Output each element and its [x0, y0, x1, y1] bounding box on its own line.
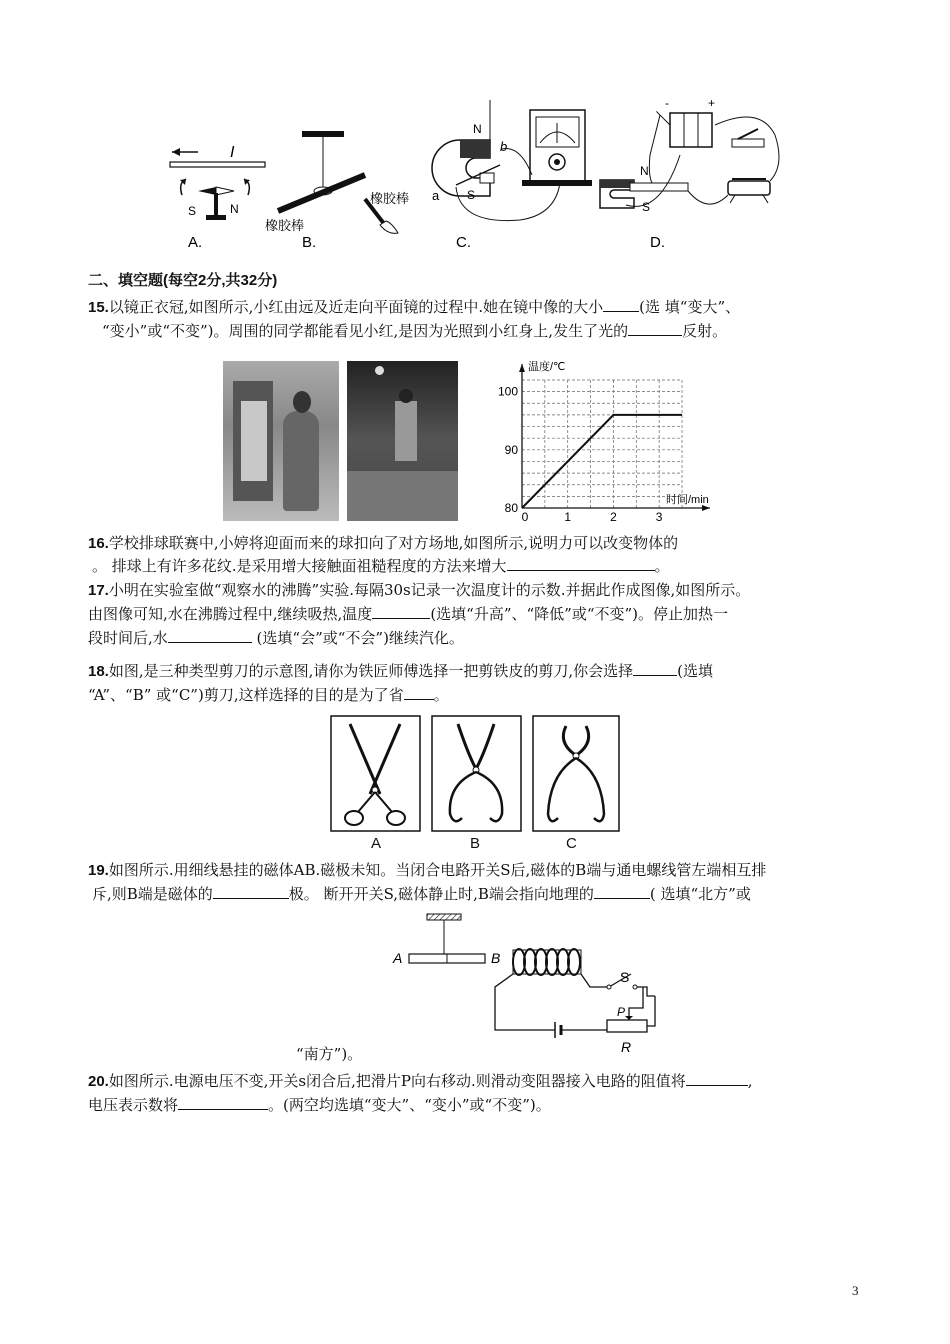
q20-blank-1[interactable]	[686, 1070, 748, 1086]
x-tick-label: 1	[564, 510, 572, 521]
q17-blank-1[interactable]	[372, 603, 430, 619]
solenoid-coil	[513, 949, 581, 975]
question-18-line-1	[88, 660, 868, 683]
rubber-rod-label-right: 橡胶棒	[370, 191, 410, 206]
x-tick-label: 2	[610, 510, 617, 521]
q15-text-1b: (选 填“变大”、	[639, 298, 741, 316]
rheostat-r-label: R	[621, 1039, 632, 1052]
top-figures	[160, 95, 800, 255]
scissors-c	[533, 716, 619, 831]
question-17-line-2	[88, 603, 868, 626]
scissors-label-c: C	[566, 835, 577, 852]
question-19-number: 19.	[88, 862, 109, 879]
y-axis-label: 温度/℃	[528, 361, 566, 373]
n-pole: N	[230, 202, 239, 216]
scissors-figure	[330, 714, 620, 854]
question-20-line-1	[88, 1070, 868, 1093]
boiling-chart	[490, 356, 730, 521]
scissors-b	[432, 716, 521, 831]
figure-label-b: B.	[302, 234, 317, 251]
magnet-d-s: S	[642, 200, 651, 214]
q19-text-1: 如图所示.用细线悬挂的磁体AB.磁极未知。当闭合电路开关S后,磁体的B端与通电螺线管左端相互排	[108, 861, 767, 879]
magnet-a-label: A	[393, 950, 403, 966]
q18-text-2a: “A”、“B” 或“C”)剪刀,这样选择的目的是为了省	[88, 686, 404, 704]
q17-text-1: 小明在实验室做“观察水的沸腾”实验.每隔30s记录一次温度计的示数.并据此作成图像,如图所示。	[108, 581, 751, 599]
battery-minus: -	[665, 96, 669, 110]
page-number: 3	[852, 1283, 859, 1298]
q16-text-1: 学校排球联赛中,小婷将迎面而来的球扣向了对方场地,如图所示,说明力可以改变物体的	[108, 534, 679, 552]
slider-p-label: P	[617, 1005, 626, 1019]
x-tick-label: 3	[655, 510, 663, 521]
q17-text-3b: (选填“会”或“不会”)继续汽化。	[251, 629, 464, 647]
q18-text-2b: 。	[433, 686, 449, 704]
q17-text-2b: (选填“升高”、“降低”或“不变”)。停止加热一	[430, 605, 729, 623]
point-b: b	[500, 139, 508, 154]
q17-text-2a: 由图像可知,水在沸腾过程中,继续吸热,温度	[88, 605, 373, 623]
q15-text-2: “变小”或“不变”)。周围的同学都能看见小红,是因为光照到小红身上,发生了光的	[102, 322, 629, 340]
question-16-line-2	[92, 555, 872, 578]
figure-label-c: C.	[456, 234, 471, 251]
question-15-line-2	[102, 320, 882, 343]
q20-text-2b: 。(两空均选填“变大”、“变小”或“不变”)。	[268, 1096, 551, 1114]
q20-text-1b: ,	[747, 1072, 753, 1090]
question-19-line-2	[92, 883, 872, 906]
q15-blank-2[interactable]	[628, 320, 682, 336]
question-17-line-3	[88, 627, 868, 650]
question-15-number: 15.	[88, 299, 109, 316]
scissors-a	[331, 716, 420, 831]
y-tick-label: 100	[497, 384, 518, 399]
q19-blank-1[interactable]	[213, 883, 289, 899]
q18-text-1a: 如图,是三种类型剪刀的示意图,请你为铁匠师傅选择一把剪铁皮的剪刀,你会选择	[108, 662, 634, 680]
magnet-d-n: N	[640, 164, 649, 178]
q15-text-2b: 反射。	[682, 322, 728, 340]
q18-blank-2[interactable]	[404, 684, 434, 700]
question-20-number: 20.	[88, 1073, 109, 1090]
figure-b-rubber-rods	[265, 131, 409, 251]
figure-label-d: D.	[650, 234, 665, 251]
question-20-line-2	[88, 1094, 868, 1117]
x-axis-label: 时间/min	[666, 494, 709, 506]
q19-blank-2[interactable]	[594, 883, 650, 899]
y-axis-arrow	[519, 364, 525, 372]
mirror-photo	[223, 361, 339, 521]
q17-blank-2[interactable]	[168, 627, 252, 643]
magnet-s: S	[467, 188, 476, 202]
figure-a-compass	[170, 144, 265, 251]
figure-d-circuit	[600, 96, 779, 251]
figure-label-a: A.	[188, 234, 203, 251]
q18-text-1b: (选填	[677, 662, 714, 680]
scissors-label-a: A	[371, 835, 382, 852]
q16-text-2b: 。	[654, 557, 670, 575]
q19-text-2c: ( 选填“北方”或	[649, 885, 751, 903]
switch-s-label: S	[620, 969, 630, 985]
question-18-line-2	[88, 684, 868, 707]
point-a: a	[432, 188, 440, 203]
y-tick-label: 90	[504, 442, 518, 457]
question-17-line-1	[88, 579, 868, 602]
q16-blank-2[interactable]	[507, 555, 655, 571]
question-15-line-1	[88, 296, 868, 319]
question-19-line-3: “南方”)。	[296, 1045, 363, 1063]
question-17-number: 17.	[88, 582, 109, 599]
q20-text-1a: 如图所示.电源电压不变,开关s闭合后,把滑片P向右移动.则滑动变阻器接入电路的阻值将	[108, 1072, 686, 1090]
solenoid-circuit	[385, 912, 665, 1052]
q20-blank-2[interactable]	[178, 1094, 268, 1110]
question-19-line-1	[88, 859, 868, 882]
s-pole: S	[188, 204, 197, 218]
magnet-b-label: B	[491, 950, 501, 966]
x-tick-label: 0	[521, 510, 529, 521]
q15-text-1: 以镜正衣冠,如图所示,小红由远及近走向平面镜的过程中.她在镜中像的大小	[108, 298, 604, 316]
q19-text-2a: 斥,则B端是磁体的	[92, 885, 213, 903]
q18-blank-1[interactable]	[633, 660, 677, 676]
section-title: 二、填空题(每空2分,共32分)	[88, 272, 278, 289]
q16-text-2a: 。 排球上有许多花纹.是采用增大接触面祖糙程度的方法来增大	[92, 557, 507, 575]
current-label: I	[230, 144, 235, 161]
figure-c-galvanometer	[432, 100, 592, 251]
question-16-number: 16.	[88, 535, 109, 552]
q15-blank-1[interactable]	[603, 296, 639, 312]
q17-text-3a: 段时间后,水	[88, 629, 168, 647]
volleyball-photo	[347, 361, 458, 521]
question-18-number: 18.	[88, 663, 109, 680]
battery-plus: +	[708, 96, 716, 110]
q19-text-2b: 极。 断开开关S,磁体静止时,B端会指向地理的	[288, 885, 594, 903]
scissors-label-b: B	[470, 835, 481, 852]
y-tick-label: 80	[504, 501, 518, 515]
q20-text-2a: 电压表示数将	[88, 1096, 179, 1114]
magnet-n: N	[473, 122, 482, 136]
question-16-line-1	[88, 532, 868, 555]
rubber-rod-label-left: 橡胶棒	[265, 218, 305, 233]
